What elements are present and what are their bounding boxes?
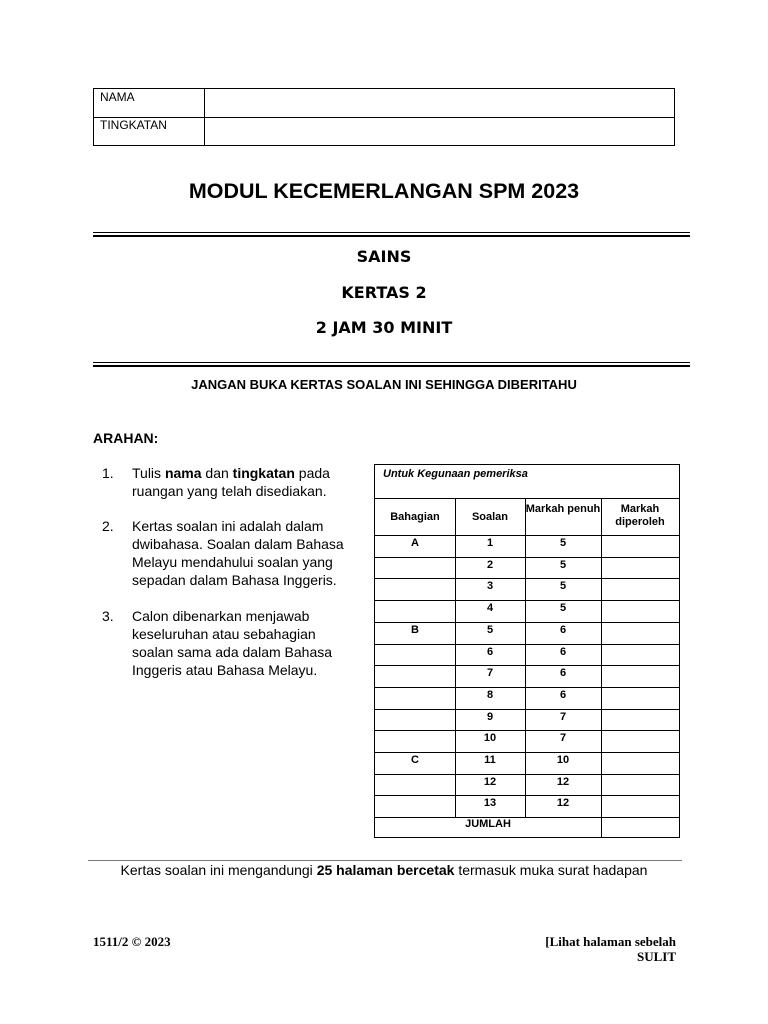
identity-box (93, 88, 675, 146)
cell-full-marks: 6 (559, 688, 567, 701)
row-divider (375, 730, 679, 731)
cell-section (375, 602, 455, 616)
header-obtained: Markah diperoleh (615, 503, 665, 528)
page-count-emphasis: 25 halaman bercetak (316, 862, 455, 878)
row-divider (375, 578, 679, 579)
row-divider (375, 795, 679, 796)
row-divider (375, 557, 679, 558)
next-page-note: [Lihat halaman sebelah (545, 934, 676, 949)
cell-section: A (411, 537, 419, 549)
cell-question: 6 (486, 645, 494, 658)
cell-full-marks: 7 (559, 710, 567, 723)
header-question: Soalan (471, 511, 509, 523)
cell-question: 4 (486, 602, 494, 615)
cell-question: 5 (486, 623, 494, 636)
page-title: MODUL KECEMERLANGAN SPM 2023 (188, 179, 580, 203)
cell-full-marks: 10 (556, 754, 570, 766)
header-section: Bahagian (390, 511, 440, 523)
cell-full-marks: 5 (559, 580, 567, 593)
name-label: NAMA (100, 90, 135, 104)
cell-question: 2 (486, 558, 494, 571)
cell-question: 11 (484, 754, 496, 766)
subject-title: SAINS (356, 247, 412, 266)
cell-question: 3 (486, 580, 494, 593)
cell-section (375, 797, 455, 811)
cell-section (375, 667, 455, 681)
instruction-number: 2. (102, 518, 114, 534)
cell-section (375, 776, 455, 790)
cell-section: C (411, 754, 419, 766)
col-divider (601, 499, 602, 837)
name-row (94, 89, 674, 118)
examiner-marks-table (374, 464, 680, 838)
subtitle-rule-thick (93, 365, 690, 367)
cell-full-marks: 12 (556, 797, 570, 810)
identity-divider (204, 89, 205, 145)
instruction-number: 3. (102, 608, 114, 624)
cell-section (375, 580, 455, 594)
row-divider (375, 687, 679, 688)
cell-full-marks: 7 (559, 732, 567, 745)
total-label: JUMLAH (465, 818, 511, 831)
classification-label: SULIT (636, 949, 676, 964)
cell-question: 7 (486, 667, 494, 680)
cell-section (375, 559, 455, 573)
instruction-text: Calon dibenarkan menjawab keseluruhan atau sebahagian soalan sama ada dalam Bahasa Inggeris atau Bahasa Melayu. (132, 608, 333, 678)
cell-question: 13 (483, 797, 497, 810)
row-divider (375, 644, 679, 645)
cell-question: 8 (486, 688, 494, 701)
row-divider (375, 774, 679, 775)
cell-section (375, 689, 455, 703)
cell-question: 10 (483, 732, 497, 745)
cell-full-marks: 5 (559, 558, 567, 571)
header-divider (375, 535, 679, 536)
row-divider (375, 600, 679, 601)
emphasis-class: tingkatan (232, 465, 295, 481)
cell-full-marks: 6 (559, 645, 567, 658)
instruction-text: Kertas soalan ini adalah dalam dwibahasa. Soalan dalam Bahasa Melayu mendahului soalan yang sepadan dalam Bahasa Inggeris. (132, 518, 344, 588)
cell-question: 9 (486, 710, 494, 723)
cell-full-marks: 6 (559, 667, 567, 680)
cell-section (375, 732, 455, 746)
cell-section (375, 711, 455, 725)
class-row (94, 117, 674, 146)
cell-full-marks: 5 (559, 537, 567, 549)
cell-section (375, 646, 455, 660)
footer-rule (88, 860, 682, 861)
cell-full-marks: 12 (556, 775, 570, 788)
instructions-heading: ARAHAN: (93, 430, 159, 446)
cell-question: 1 (486, 537, 494, 549)
warning-notice: JANGAN BUKA KERTAS SOALAN INI SEHINGGA DIBERITAHU (191, 377, 577, 392)
row-divider (375, 622, 679, 623)
row-divider (375, 665, 679, 666)
instruction-number: 1. (102, 465, 114, 481)
exam-duration: 2 JAM 30 MINIT (315, 318, 453, 337)
cell-full-marks: 6 (559, 623, 567, 636)
title-rule-thick (93, 235, 690, 237)
cell-section: B (411, 623, 419, 636)
subtitle-rule-thin (93, 362, 690, 363)
examiner-table-caption: Untuk Kegunaan pemeriksa (383, 468, 528, 480)
instruction-text: Tulis nama dan tingkatan pada ruangan yang telah disediakan. (132, 465, 330, 499)
footer-right (545, 934, 676, 964)
emphasis-name: nama (164, 465, 202, 481)
examiner-table-caption-row (375, 465, 679, 499)
cell-question: 12 (483, 775, 497, 788)
paper-code: 1511/2 © 2023 (93, 934, 171, 949)
paper-number: KERTAS 2 (341, 283, 427, 302)
header-full-marks: Markah penuh (525, 503, 601, 515)
cell-full-marks: 5 (559, 602, 567, 615)
row-divider (375, 752, 679, 753)
class-label: TINGKATAN (100, 118, 167, 132)
page-count-note: Kertas soalan ini mengandungi 25 halaman bercetak termasuk muka surat hadapan (120, 862, 648, 878)
title-rule-thin (93, 232, 690, 233)
row-divider (375, 709, 679, 710)
